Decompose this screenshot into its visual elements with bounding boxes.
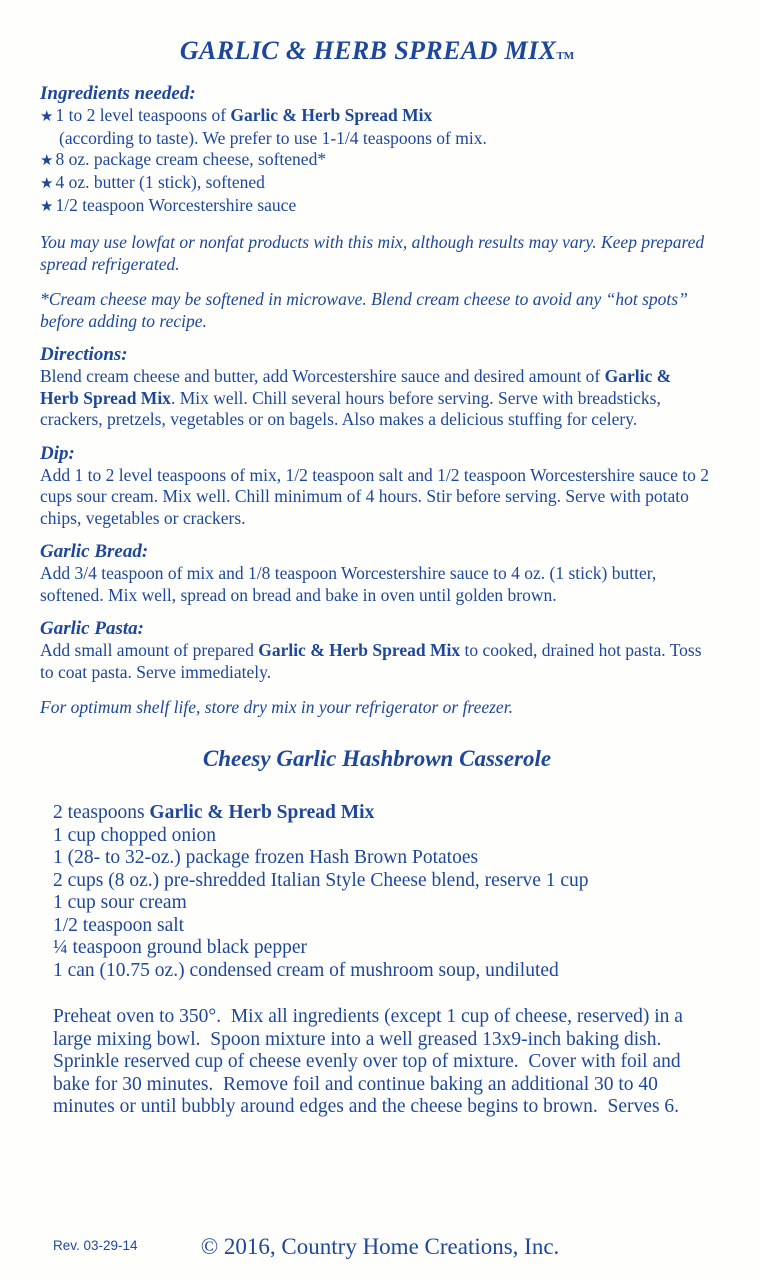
directions-text: Blend cream cheese and butter, add Worcestershire sauce and desired amount of — [40, 366, 605, 386]
dip-heading: Dip: — [40, 442, 75, 464]
product-name: Garlic & Herb Spread Mix — [258, 640, 461, 660]
shelf-life-note: For optimum shelf life, store dry mix in your refrigerator or freezer. — [40, 697, 513, 717]
page-title — [40, 36, 714, 71]
directions-heading: Directions: — [40, 344, 128, 365]
garlic-pasta-heading: Garlic Pasta: — [40, 618, 144, 639]
star-bullet-icon: ★ — [40, 176, 56, 192]
page-title-text: GARLIC & HERB SPREAD MIX — [179, 36, 557, 65]
casserole-ingredients-list — [53, 802, 714, 982]
dip-section — [40, 443, 714, 530]
garlic-bread-section — [40, 541, 714, 606]
casserole-ingredient: 1 cup chopped onion — [53, 824, 217, 846]
garlic-pasta-text: to cooked, drained hot pasta. Toss to coat pasta. Serve immediately. — [40, 640, 702, 682]
directions-body — [40, 366, 714, 431]
ingredient-text: 8 oz. package cream cheese, softened* — [55, 149, 327, 169]
ingredient-item — [40, 105, 712, 128]
casserole-ingredient: 1 cup sour cream — [53, 892, 187, 913]
ingredients-list — [40, 105, 712, 218]
garlic-pasta-body — [40, 640, 714, 683]
trademark-symbol: TM — [556, 50, 575, 62]
ingredient-text: 1 to 2 level teaspoons of — [55, 105, 231, 125]
garlic-bread-body: Add 3/4 teaspoon of mix and 1/8 teaspoon Worcestershire sauce to 4 oz. (1 stick) butter, softened. Mix well, spread on bread and bake in oven until golden brown. — [40, 563, 657, 605]
star-bullet-icon: ★ — [40, 109, 56, 125]
ingredient-text: 4 oz. butter (1 stick), softened — [55, 172, 265, 192]
directions-text: . Mix well. Chill several hours before serving. Serve with breadsticks, crackers, pretzels, vegetables or on bagels. Also makes a delicious stuffing for celery. — [40, 387, 661, 429]
ingredient-text: 1/2 teaspoon Worcestershire sauce — [55, 195, 297, 215]
ingredient-item — [40, 149, 712, 172]
product-name: Garlic & Herb Spread Mix — [230, 105, 433, 125]
garlic-pasta-section — [40, 618, 714, 683]
casserole-ingredient — [53, 802, 714, 825]
product-name: Garlic & Herb Spread Mix — [40, 366, 672, 408]
casserole-instructions: Preheat oven to 350°. Mix all ingredients (except 1 cup of cheese, reserved) in a large mixing bowl. Spoon mixture into a well greased 13x9-inch baking dish. Sprinkle reserved cup of cheese evenly over top of mixture. Cover with foil and bake for 30 minutes. Remove foil and continue baking an additional 30 to 40 minutes or until bubbly around edges and the cheese begins to brown. Serves 6. — [53, 1006, 688, 1117]
star-bullet-icon: ★ — [40, 199, 56, 215]
star-bullet-icon: ★ — [40, 153, 56, 169]
note-cream-cheese: *Cream cheese may be softened in microwave. Blend cream cheese to avoid any “hot spots” before adding to recipe. — [40, 289, 688, 331]
revision-label: Rev. 03-29-14 — [53, 1238, 138, 1253]
dip-body: Add 1 to 2 level teaspoons of mix, 1/2 teaspoon salt and 1/2 teaspoon Worcestershire sauce to 2 cups sour cream. Mix well. Chill minimum of 4 hours. Stir before serving. Serve with potato chips, vegetables or crackers. — [40, 464, 709, 528]
casserole-ingredient: 2 cups (8 oz.) pre-shredded Italian Style Cheese blend, reserve 1 cup — [53, 869, 589, 891]
ingredient-item — [40, 172, 712, 195]
directions-section — [40, 344, 714, 431]
copyright-line: © 2016, Country Home Creations, Inc. — [200, 1234, 560, 1259]
garlic-pasta-text: Add small amount of prepared — [40, 640, 259, 660]
ingredient-continuation: (according to taste). We prefer to use 1-1/4 teaspoons of mix. — [59, 128, 487, 148]
casserole-ingredient-text: 2 teaspoons — [53, 802, 150, 823]
ingredients-heading: Ingredients needed: — [40, 83, 196, 104]
ingredient-item — [40, 195, 712, 218]
casserole-ingredient: 1 can (10.75 oz.) condensed cream of mushroom soup, undiluted — [53, 959, 559, 981]
casserole-ingredient: 1 (28- to 32-oz.) package frozen Hash Brown Potatoes — [53, 847, 479, 868]
garlic-bread-heading: Garlic Bread: — [40, 541, 149, 562]
casserole-ingredient: ¼ teaspoon ground black pepper — [53, 937, 307, 958]
note-lowfat: You may use lowfat or nonfat products with this mix, although results may vary. Keep prepared spread refrigerated. — [40, 232, 705, 274]
product-name: Garlic & Herb Spread Mix — [149, 802, 375, 823]
casserole-title: Cheesy Garlic Hashbrown Casserole — [202, 746, 552, 771]
casserole-ingredient: 1/2 teaspoon salt — [53, 914, 185, 936]
